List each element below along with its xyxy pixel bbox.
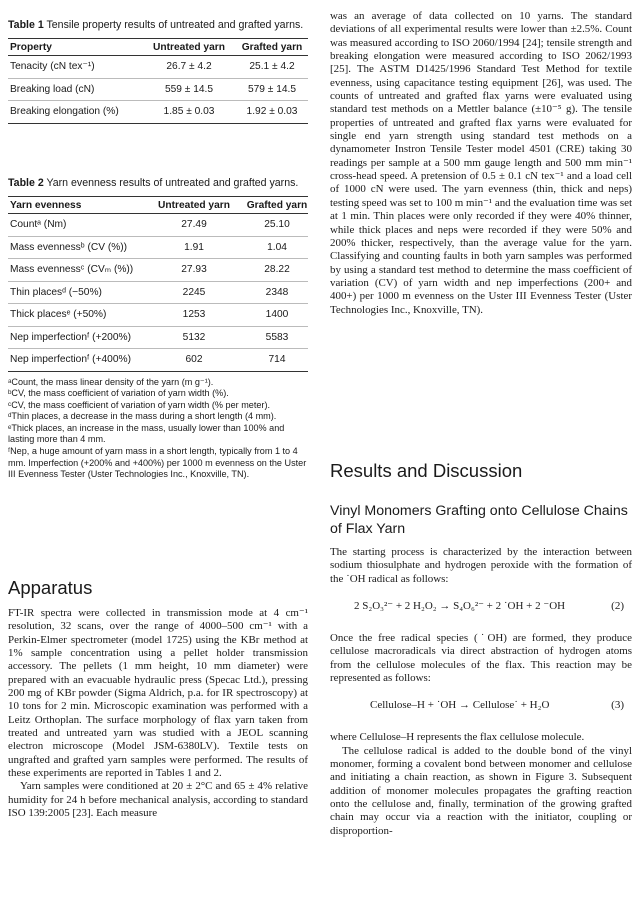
table1-header-row [8,39,308,56]
table-cell: 2245 [142,281,244,304]
methods-continued [330,10,632,317]
table-cell: 1253 [142,304,244,327]
table-cell: 5132 [142,326,244,349]
table-row [8,214,308,237]
table-row [8,236,308,259]
paragraph: Once the free radical species (˙OH) are formed, they produce cellulose macroradicals via direct abstraction of hydrogen atoms from the cellulose molecules of the flax. This reaction may be represented as follows: [330,632,632,685]
table-cell: 1.04 [244,236,308,259]
equation-text: 2 S₂O₃²⁻ + 2 H₂O₂ → S₄O₆²⁻ + 2 ˙OH + 2 ⁻OH [354,600,566,613]
apparatus-heading: Apparatus [8,577,93,598]
footnote: ᵉThick places, an increase in the mass, usually lower than 100% and lasting more than 4 mm. [8,422,285,445]
footnote: ᵃCount, the mass linear density of the yarn (m g⁻¹). [8,376,214,387]
equation-2 [330,600,632,616]
equation-number: (2) [611,600,624,613]
table-row [8,101,308,124]
table-cell: Breaking elongation (%) [8,101,142,124]
table-cell: 714 [244,349,308,372]
table-cell: Nep imperfectionᶠ (+400%) [8,349,142,372]
table-cell: 27.93 [142,259,244,282]
table-cell: 2348 [244,281,308,304]
paragraph: FT-IR spectra were collected in transmission mode at 4 cm⁻¹ resolution, 32 scans, over the range of 4000–500 cm⁻¹ with a Perkin-Elmer spectrometer (model 1725) using the KBr method at 1% sample concentration using a pellet holder transmission accessory. The pellets (1 mm height, 10 mm diameter) were prepared with an evacuable hydraulic press (Specac Ltd.), pressing 200 mg of KBr powder (Sigma Aldrich, p.a. for IR spectroscopy) at 10 tons for 2 min. Microscopic examination was performed with a Leitz Orthoplan. The surface morphology of flax yarn taken from treated and untreated yarn was studied with a JEOL scanning electron microscope (Model JSM-6380LV). Textile tests on ungrafted and grafted yarn samples were performed. The results of these experiments are reported in Tables 1 and 2. [8,607,308,780]
equation-3 [330,699,632,715]
results-subheading: Vinyl Monomers Grafting onto Cellulose Chains of Flax Yarn [330,503,628,537]
table1-caption: Table 1 Tensile property results of untreated and grafted yarns. [8,19,304,31]
paragraph: Yarn samples were conditioned at 20 ± 2°C and 65 ± 4% relative humidity for 24 h before mechanical analysis, according to standard ISO 139:2005 [23]. Each measure [8,780,308,820]
table-cell: 579 ± 14.5 [234,78,308,101]
table-row [8,326,308,349]
table2-col-evenness: Yarn evenness [10,199,82,211]
apparatus-section [8,577,308,821]
table-cell: Mass evennessᵇ (CV (%)) [8,236,142,259]
table-cell: 1.92 ± 0.03 [234,101,308,124]
table-row [8,78,308,101]
table-cell: 559 ± 14.5 [142,78,234,101]
table2-footnotes [8,377,308,481]
table2-caption: Table 2 Yarn evenness results of untreated and grafted yarns. [8,177,299,189]
table-cell: Thick placesᵉ (+50%) [8,304,142,327]
footnote: ᶜCV, the mass coefficient of variation of yarn width (% per meter). [8,399,270,410]
table-cell: Nep imperfectionᶠ (+200%) [8,326,142,349]
results-body [330,546,632,838]
footnote: ᵈThin places, a decrease in the mass during a short length (4 mm). [8,411,277,422]
table1-col-property: Property [10,41,52,53]
table2-col-grafted: Grafted yarn [246,199,308,211]
table-row [8,281,308,304]
table1 [8,38,308,124]
table-cell: 27.49 [142,214,244,237]
table1-col-untreated: Untreated yarn [153,41,225,53]
table-row [8,259,308,282]
paragraph: The cellulose radical is added to the double bond of the vinyl monomer, forming a covalent bond between monomer and cellulose and initiating a chain reaction, as shown in Figure 3. Subsequent addition of monomer molecules propagates the grafting reaction onto the cellulose and, finally, termination of the growing grafted chain may occur via a reaction with the initiator, coupling or disproportion- [330,744,632,837]
table-cell: 602 [142,349,244,372]
table1-col-grafted: Grafted yarn [241,41,303,53]
table-cell: 5583 [244,326,308,349]
table-cell: Breaking load (cN) [8,78,142,101]
paragraph: The starting process is characterized by the interaction between sodium thiosulphate and hydrogen peroxide with the formation of the ˙OH radical as follows: [330,546,632,585]
table-cell: 25.1 ± 4.2 [234,56,308,79]
table-cell: 1.91 [142,236,244,259]
table-cell: Mass evennessᶜ (CVₘ (%)) [8,259,142,282]
table2 [8,196,308,372]
table-row [8,349,308,372]
footnote: ᶠNep, a huge amount of yarn mass in a short length, typically from 1 to 4 mm. Imperfection (+200% and +400%) per 1000 m evenness on the Uster III Evenness Tester (Uster Technologies Inc., Knoxville, TN). [8,446,307,480]
results-heading: Results and Discussion [330,460,523,481]
equation-text: Cellulose–H + ˙OH → Cellulose˙ + H₂O [370,699,550,712]
footnote: ᵇCV, the mass coefficient of variation of yarn width (%). [8,388,229,399]
table-cell: Tenacity (cN tex⁻¹) [8,56,142,79]
table-row [8,304,308,327]
results-section [330,460,632,838]
table2-col-untreated: Untreated yarn [158,199,230,211]
paragraph: where Cellulose–H represents the flax cellulose molecule. [330,731,585,744]
table-cell: Countᵃ (Nm) [8,214,142,237]
table1-block [8,18,308,124]
table-cell: 26.7 ± 4.2 [142,56,234,79]
table2-header-row [8,197,308,214]
table2-block [8,176,308,481]
table-cell: 28.22 [244,259,308,282]
table-row [8,56,308,79]
table-cell: Thin placesᵈ (−50%) [8,281,142,304]
table-cell: 1.85 ± 0.03 [142,101,234,124]
paragraph: was an average of data collected on 10 yarns. The standard deviations of all experimental results were lower than ±2.5%. Count was measured according to ISO 2060/1994 [24]; tensile strength and breaking elongation were measured according to ISO 2062/1993 [25]. The ASTM D1425/1996 Standard Test Method for textile evenness, using capacitance testing equipment [26], was used. The counts of untreated and grafted flax yarns were evaluated using standard test methods on a Mettler balance (±10⁻⁵ g). The tensile properties of untreated and grafted flax yarns were evaluated for single end yarn strength using standard test methods on a dynamometer Instron Tensile Tester model 4501 (CRE) taking 30 readings per sample at a 500 mm gauge length and 500 mm min⁻¹ cross-head speed. A pretension of 0.5 ± 0.1 cN tex⁻¹ and a load cell of 1000 cN were used. The yarn evenness (thin, thick and neps) testing speed was set to 100 m min⁻¹ and the evaluation time was set at 1 min. Thin places were only recorded if they were 40% thinner, while thick places and neps were recorded if they were 50% and 200% thicker, respectively, than the average value for the yarn. Classifying and counting faults in both yarn samples was performed by using a standard test method to determine the mass coefficient of variation (CV) of yarn width and nep imperfections (200+ and 400+) per 1000 m evenness on the Uster III Evenness Tester (Uster Technologies Inc., Knoxville, TN). [330,10,632,316]
table-cell: 1400 [244,304,308,327]
table-cell: 25.10 [244,214,308,237]
equation-number: (3) [611,699,624,712]
apparatus-body [8,607,308,821]
